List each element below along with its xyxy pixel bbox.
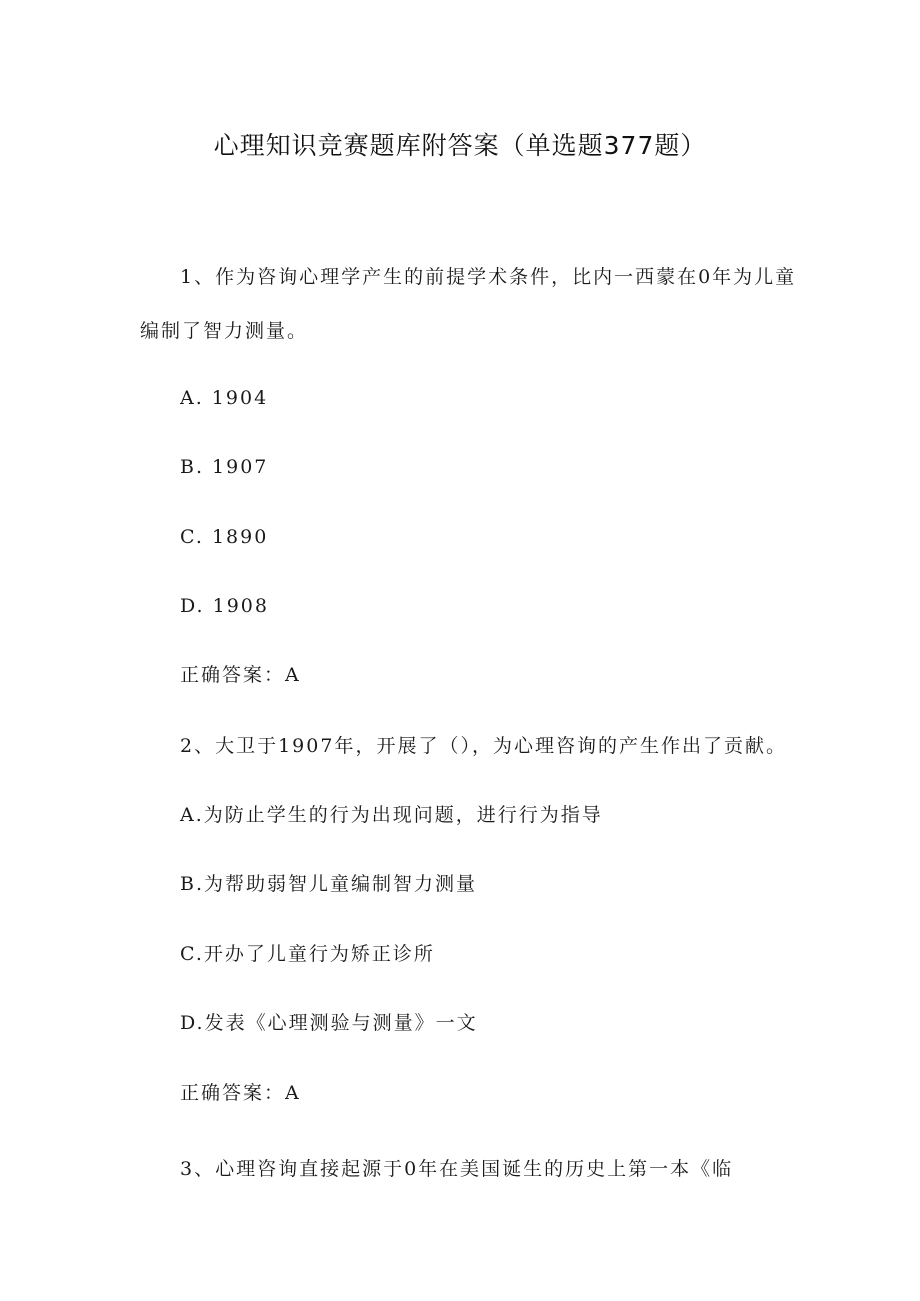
question-2-option-a: A.为防止学生的行为出现问题，进行行为指导	[180, 804, 603, 826]
question-1-option-b: B. 1907	[180, 456, 269, 478]
question-1-option-a: A. 1904	[180, 387, 269, 409]
question-2-option-d: D.发表《心理测验与测量》一文	[180, 1012, 478, 1034]
question-2-option-c: C.开办了儿童行为矫正诊所	[180, 943, 435, 965]
question-2-answer: 正确答案：A	[180, 1082, 301, 1104]
question-2-option-b: B.为帮助弱智儿童编制智力测量	[180, 873, 478, 895]
question-1-option-d: D. 1908	[180, 595, 269, 617]
question-1-option-c: C. 1890	[180, 526, 269, 548]
question-2-stem-line-1: 2、大卫于1907年，开展了（），为心理咨询的产生作出了贡献。	[180, 735, 787, 757]
question-1-stem-line-2: 编制了智力测量。	[140, 320, 309, 342]
question-1-stem-line-1: 1、作为咨询心理学产生的前提学术条件，比内一西蒙在0年为儿童	[180, 266, 797, 288]
question-3-stem-line-1: 3、心理咨询直接起源于0年在美国诞生的历史上第一本《临	[180, 1158, 734, 1180]
question-1-answer: 正确答案：A	[180, 664, 301, 686]
document-title: 心理知识竞赛题库附答案（单选题377题）	[213, 131, 707, 160]
